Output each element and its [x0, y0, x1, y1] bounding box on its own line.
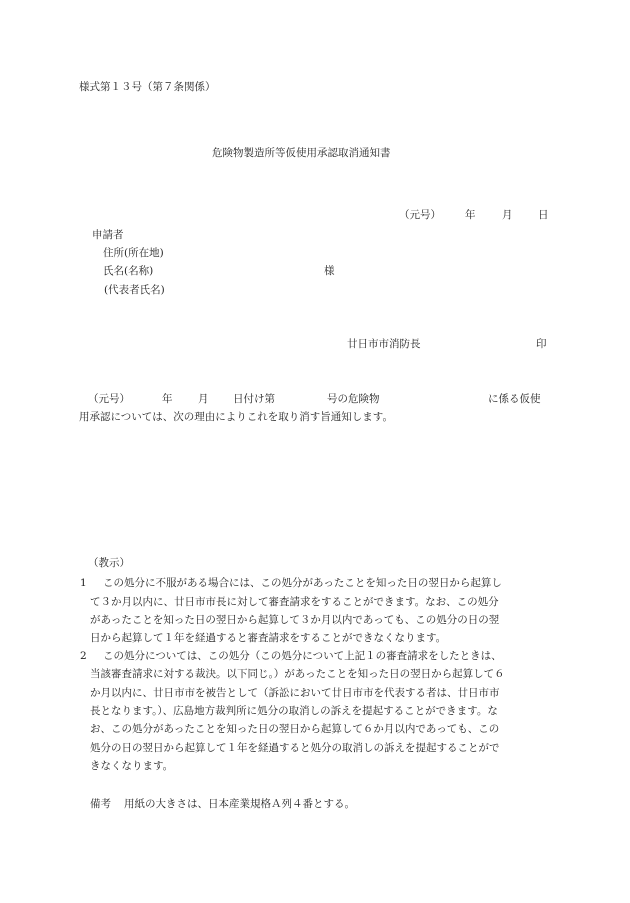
notice-number-ref: 号の危険物 — [327, 393, 380, 405]
item-line: 処分の日の翌日から起算して１年を経過すると処分の取消しの訴えを提起することがで — [90, 742, 500, 754]
date-month: 月 — [502, 209, 513, 221]
date-year: 年 — [465, 209, 476, 221]
date-era: （元号） — [399, 209, 441, 221]
document-title: 危険物製造所等仮使用承認取消通知書 — [212, 147, 391, 159]
notice-line-2: 用承認については、次の理由によりこれを取り消す旨通知します。 — [79, 411, 393, 423]
item-number: 1 — [80, 577, 87, 589]
item-line: きなくなります。 — [90, 760, 174, 772]
notice-relating: に係る仮使 — [488, 393, 541, 405]
item-line: があったことを知った日の翌日から起算して３か月以内であっても、この処分の日の翌 — [90, 614, 500, 626]
item-line: て３か月以内に、廿日市市長に対して審査請求をすることができます。なお、この処分 — [90, 596, 499, 608]
notice-era: （元号） — [88, 393, 130, 405]
notice-day-ref: 日付け第 — [233, 393, 275, 405]
name-label: 氏名(名称) — [103, 265, 154, 277]
item-line: か月以内に、廿日市市を被告として（訴訟において廿日市市を代表する者は、廿日市市 — [90, 687, 500, 699]
item-line: 日から起算して１年を経過すると審査請求をすることができなくなります。 — [90, 632, 447, 644]
honorific: 様 — [324, 265, 335, 277]
notice-month: 月 — [198, 393, 209, 405]
representative-label: (代表者氏名) — [104, 284, 165, 296]
remarks-text: 用紙の大きさは、日本産業規格Ａ列４番とする。 — [124, 798, 355, 810]
issuer-title: 廿日市市消防長 — [347, 338, 421, 350]
item-line: この処分に不服がある場合には、この処分があったことを知った日の翌日から起算し — [103, 577, 502, 589]
instruction-heading: （教示） — [88, 557, 130, 569]
date-day: 日 — [538, 209, 549, 221]
item-number: 2 — [80, 650, 87, 662]
form-number: 様式第１３号（第７条関係） — [79, 81, 216, 93]
seal-mark: 印 — [536, 338, 547, 350]
address-label: 住所(所在地) — [103, 247, 164, 259]
applicant-label: 申請者 — [92, 229, 124, 241]
item-line: 当該審査請求に対する裁決。以下同じ。）があったことを知った日の翌日から起算して６ — [90, 668, 505, 680]
item-line: 長となります。）、広島地方裁判所に処分の取消しの訴えを提起することができます。な — [90, 705, 498, 717]
remarks-label: 備考 — [90, 798, 111, 810]
item-line: この処分については、この処分（この処分について上記１の審査請求をしたときは、 — [103, 650, 502, 662]
item-line: お、この処分があったことを知った日の翌日から起算して６か月以内であっても、この — [90, 723, 500, 735]
notice-year: 年 — [162, 393, 173, 405]
